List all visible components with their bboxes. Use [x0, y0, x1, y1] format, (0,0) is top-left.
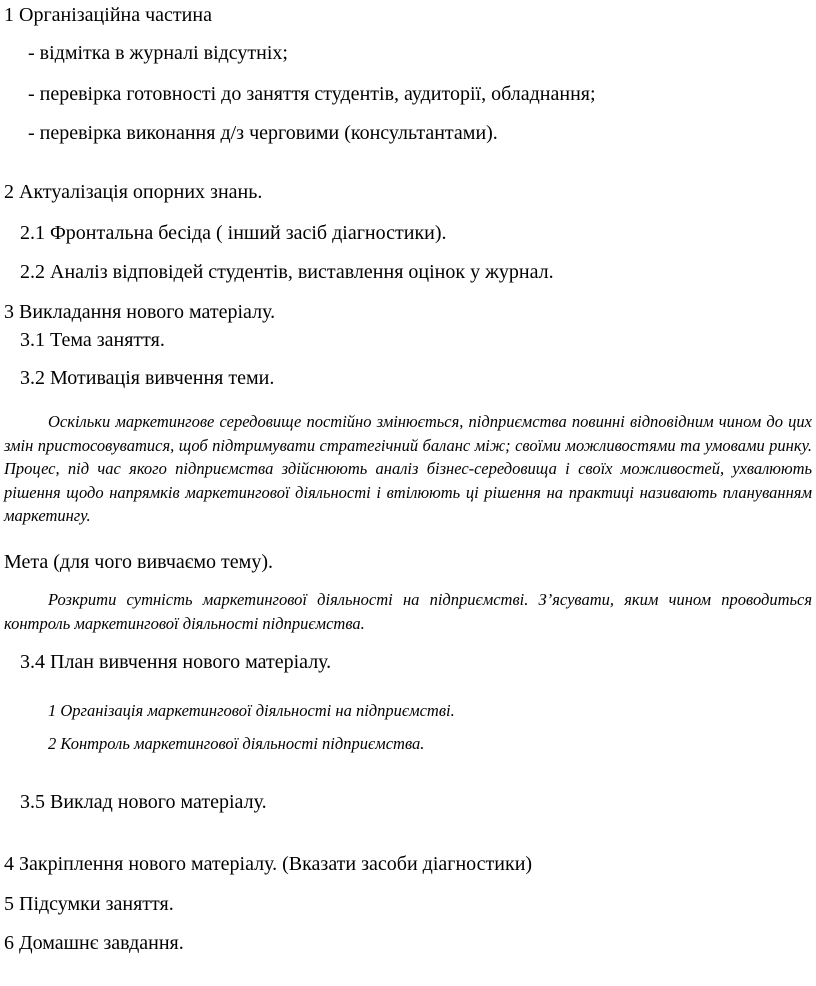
section-4-title: 4 Закріплення нового матеріалу. (Вказати засоби діагностики): [4, 853, 533, 875]
motivation-paragraph: Оскільки маркетингове середовище постійно змінюється, підприємства повинні відповідним чином до цих змін пристосовуватися, щоб підтримувати стратегічний баланс між; своїми можливостями та умовами ринку. Процес, під час якого підприємства здійснюють аналіз бізнес-середовища і своїх можливостей, ухвалюють рішення щодо напрямків маркетингової діяльності і втілюють ці рішення на практиці називають плануванням маркетингу.: [4, 412, 812, 525]
goal-heading: Мета (для чого вивчаємо тему).: [4, 551, 273, 573]
actual-item-2-1: 2.1 Фронтальна бесіда ( інший засіб діагностики).: [20, 222, 447, 244]
section-1-title: 1 Організаційна частина: [4, 4, 212, 26]
motivation-heading: 3.2 Мотивація вивчення теми.: [20, 367, 275, 389]
section-3-title: 3 Викладання нового матеріалу.: [4, 301, 276, 323]
org-item-2: - перевірка готовності до заняття студентів, аудиторії, обладнання;: [28, 83, 596, 105]
section-6-title: 6 Домашнє завдання.: [4, 932, 184, 954]
section-2-title: 2 Актуалізація опорних знань.: [4, 181, 263, 203]
org-item-1: - відмітка в журналі відсутніх;: [28, 42, 288, 64]
section-5-title: 5 Підсумки заняття.: [4, 893, 174, 915]
plan-item-2: 2 Контроль маркетингової діяльності підприємства.: [48, 734, 425, 753]
goal-paragraph: Розкрити сутність маркетингової діяльності на підприємстві. З’ясувати, яким чином проводиться контроль маркетингової діяльності підприємства.: [4, 590, 812, 633]
org-item-3: - перевірка виконання д/з черговими (консультантами).: [28, 122, 498, 144]
plan-item-1: 1 Організація маркетингової діяльності на підприємстві.: [48, 701, 455, 720]
actual-item-2-2: 2.2 Аналіз відповідей студентів, виставлення оцінок у журнал.: [20, 261, 554, 283]
topic-heading: 3.1 Тема заняття.: [20, 329, 165, 351]
presentation-heading: 3.5 Виклад нового матеріалу.: [20, 791, 267, 813]
plan-heading: 3.4 План вивчення нового матеріалу.: [20, 651, 332, 673]
